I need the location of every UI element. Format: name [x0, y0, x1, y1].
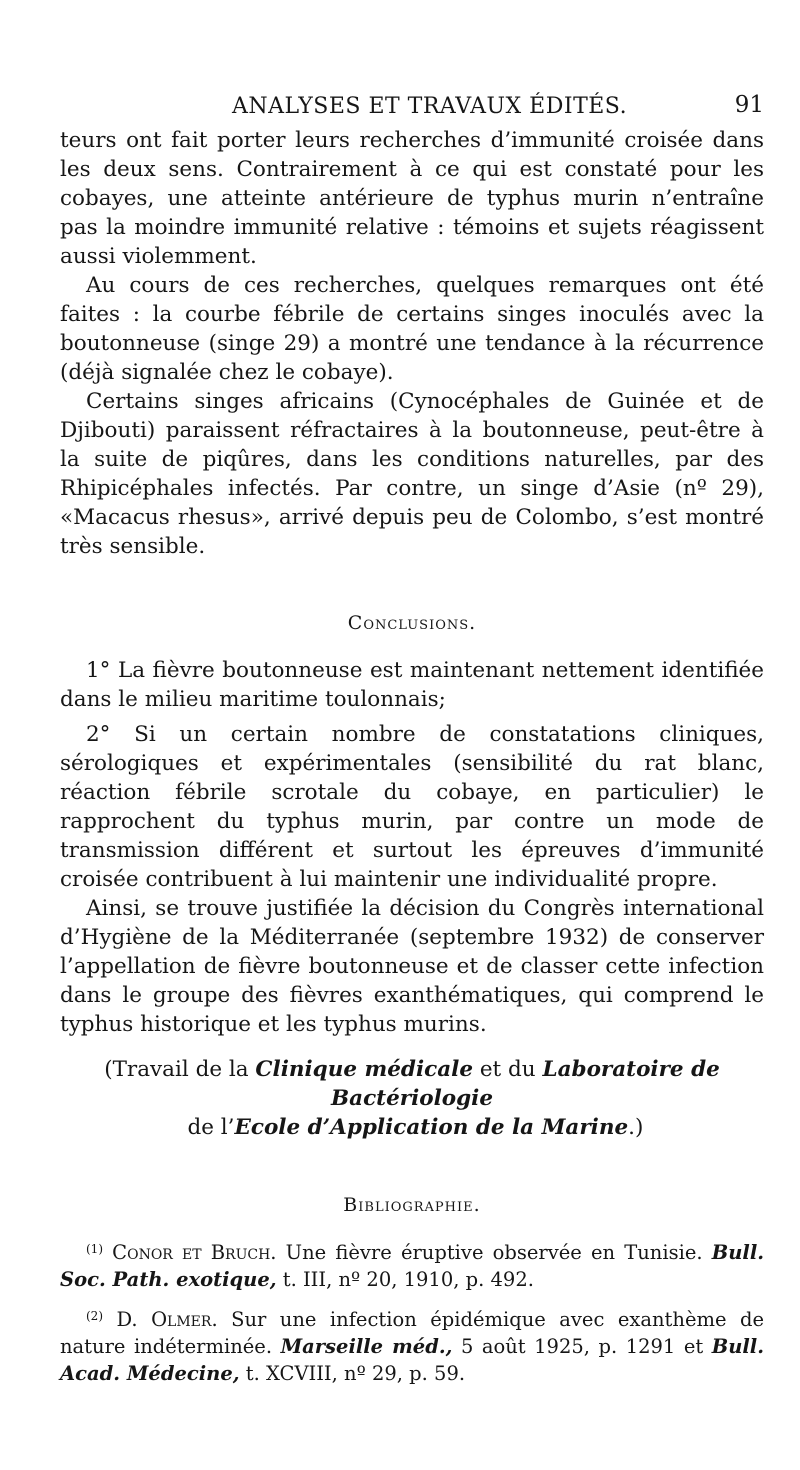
reference-journal-2: Bull. Acad. Médecine, [60, 1335, 764, 1385]
paragraph-remarks: Au cours de ces recherches, quelques remarques ont été faites : la courbe fébrile de certains singes inoculés avec la boutonneuse (singe 29) a montré une tendance à la récurrence (déjà signalée chez le cobaye). [60, 273, 764, 385]
conclusion-1: 1° La fièvre boutonneuse est maintenant nettement identifiée dans le milieu maritime toulonnais; [60, 658, 764, 712]
bibliography-heading: Bibliographie. [343, 1194, 481, 1216]
reference-title: Une fièvre éruptive observée en Tunisie. [276, 1241, 712, 1264]
credit-ecole: Ecole d’Application de la Marine [234, 1115, 629, 1140]
credit-text-2: et du [473, 1057, 543, 1082]
reference-1 [60, 1236, 764, 1293]
reference-details: t. III, nº 20, 1910, p. 492. [276, 1268, 534, 1291]
credit-text-3: de l’ [180, 1115, 235, 1140]
reference-number: (2) [86, 1309, 103, 1323]
credit-text-4: .) [628, 1115, 644, 1140]
reference-details: 5 août 1925, p. 1291 et [452, 1335, 712, 1358]
reference-journal: Bull. Soc. Path. exotique, [60, 1241, 765, 1291]
reference-authors: Conor et Bruch. [112, 1241, 277, 1264]
paragraph-monkeys: Certains singes africains (Cynocéphales de Guinée et de Djibouti) paraissent réfractaires à la boutonneuse, peut-être à la suite de piqûres, dans les conditions naturelles, par des Rhipicéphales infectés. Par contre, un singe d’Asie (nº 29), «Macacus rhesus», arrivé depuis peu de Colombo, s’est montré très sensible. [60, 389, 764, 559]
conclusions-heading: Conclusions. [347, 612, 477, 634]
reference-2 [60, 1303, 771, 1387]
credit-laboratoire: Laboratoire de Bactériologie [330, 1057, 720, 1111]
page-number: 91 [734, 92, 764, 118]
conclusion-3: Ainsi, se trouve justifiée la décision du Congrès international d’Hygiène de la Méditerranée (septembre 1932) de conserver l’appellation de fièvre boutonneuse et de classer cette infection dans le groupe des fièvres exanthématiques, qui comprend le typhus historique et les typhus murins. [60, 896, 764, 1037]
reference-journal: Marseille méd., [280, 1335, 453, 1358]
paragraph-immunity: teurs ont fait porter leurs recherches d’immunité croisée dans les deux sens. Contrairement à ce qui est constaté pour les cobayes, une atteinte antérieure de typhus murin n’entraîne pas la moindre immunité relative : témoins et sujets réagissent aussi violemment. [60, 128, 764, 269]
reference-authors: D. Olmer. [116, 1308, 218, 1331]
running-title: ANALYSES ET TRAVAUX ÉDITÉS. [232, 94, 628, 119]
conclusion-2: 2° Si un certain nombre de constatations cliniques, sérologiques et expérimentales (sensibilité du rat blanc, réaction fébrile scrotale du cobaye, en particulier) le rapprochent du typhus murin, par contre un mode de transmission différent et surtout les épreuves d’immunité croisée contribuent à lui maintenir une individualité propre. [60, 722, 764, 892]
running-header [60, 90, 764, 126]
reference-number: (1) [86, 1242, 103, 1256]
reference-title: Sur une infection épidémique avec exanthème de nature indéterminée. [60, 1308, 771, 1358]
work-credit [60, 1055, 764, 1142]
credit-clinique: Clinique médicale [255, 1057, 473, 1082]
credit-text-1: (Travail de la [104, 1057, 256, 1082]
reference-details-2: t. XCVIII, nº 29, p. 59. [239, 1362, 466, 1385]
document-page [60, 90, 771, 1387]
